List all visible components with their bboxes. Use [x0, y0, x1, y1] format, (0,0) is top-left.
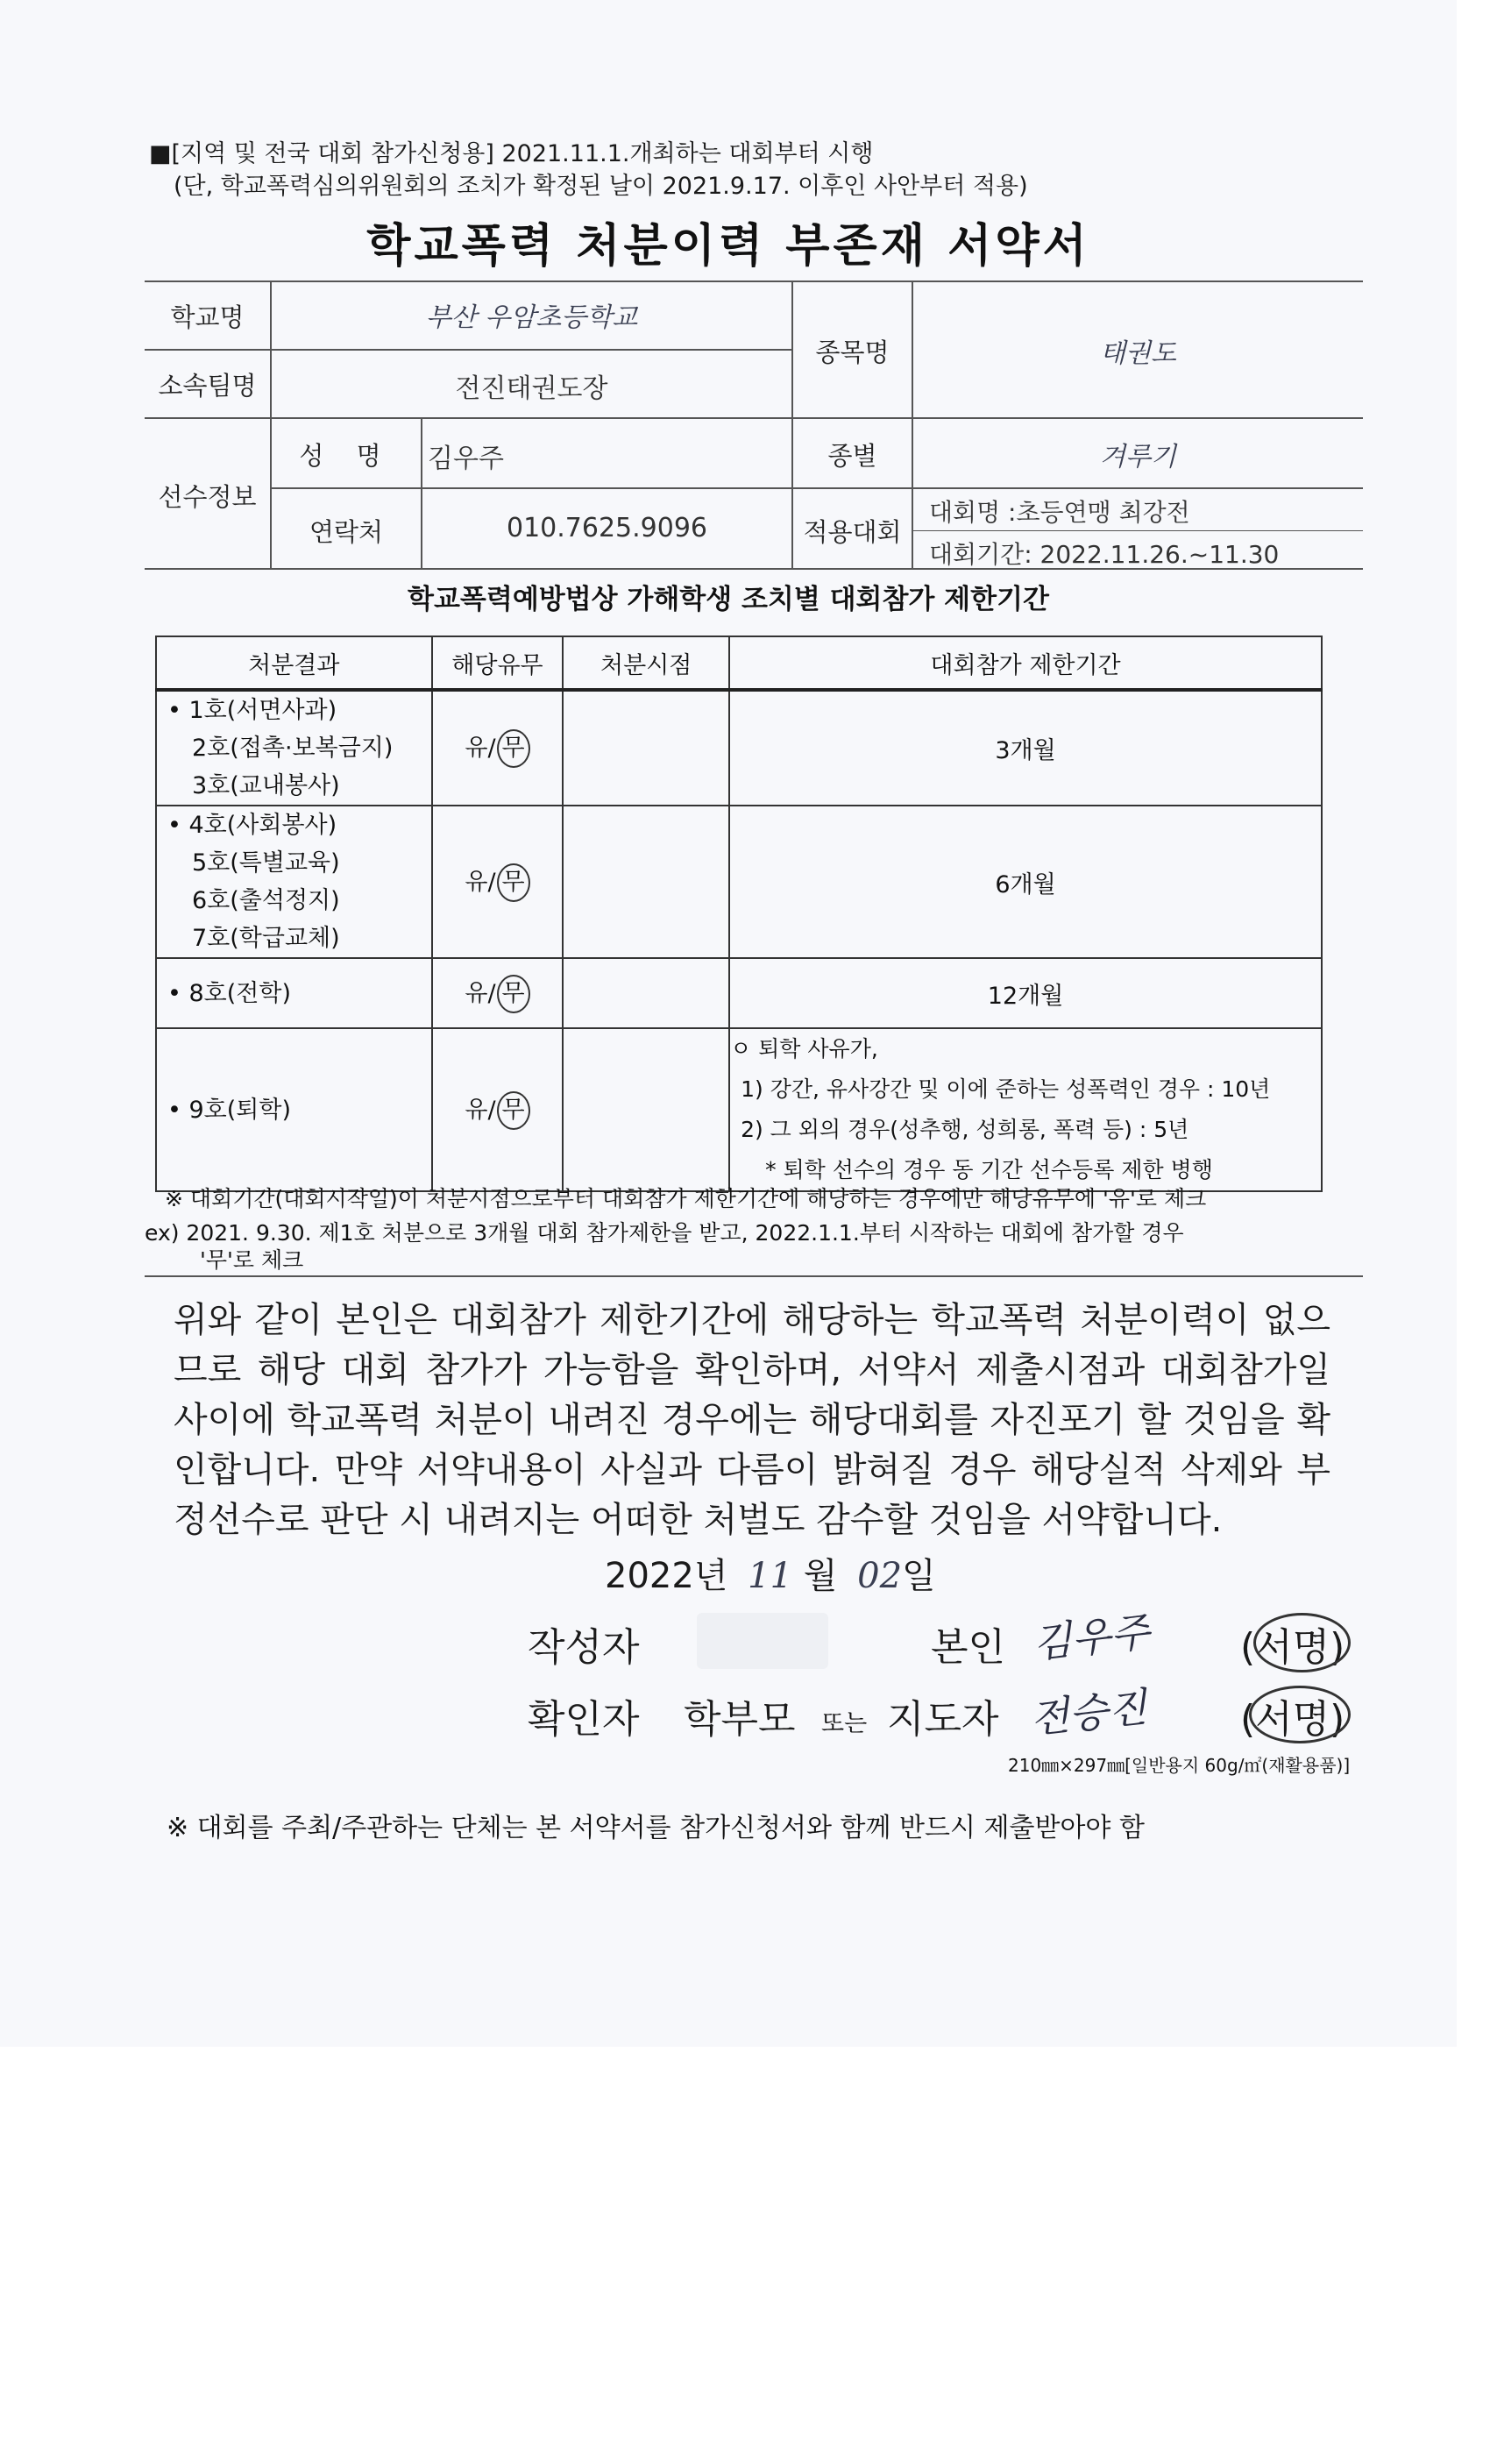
- category-value: 겨루기: [1100, 442, 1176, 472]
- reason-line: 1) 강간, 유사강간 및 이에 준하는 성폭력인 경우 : 10년: [741, 1076, 1271, 1102]
- info-top-border: [145, 280, 1363, 282]
- applicable-cell: [432, 690, 564, 806]
- result-item: 2호(접촉·보복금지): [192, 735, 394, 762]
- applicable-cell: [432, 806, 564, 958]
- seal-2: (서명): [1240, 1697, 1345, 1742]
- seal-1: (서명): [1240, 1625, 1345, 1670]
- reason-line: 2) 그 외의 경우(성추행, 성희롱, 폭력 등) : 5년: [741, 1117, 1189, 1142]
- reason-line: * 퇴학 선수의 경우 동 기간 선수등록 제한 병행: [765, 1157, 1213, 1182]
- table-header-row: [156, 636, 1322, 690]
- document-title: 학교폭력 처분이력 부존재 서약서: [366, 220, 1090, 273]
- team-value: 전진태권도장: [455, 373, 608, 404]
- applied-competition-label: 적용대회: [803, 517, 902, 547]
- period-cell: 3개월: [729, 690, 1322, 806]
- result-item: 5호(특별교육): [192, 849, 340, 877]
- contact-value: 010.7625.9096: [506, 513, 708, 543]
- result-item: 7호(학급교체): [192, 925, 340, 952]
- table-row: [156, 958, 1322, 1028]
- no-option-circled: 무: [497, 975, 530, 1013]
- event-label: 종목명: [815, 337, 890, 367]
- yes-option: 유/: [465, 735, 496, 762]
- seal-1-scribble: [1253, 1613, 1351, 1672]
- note-2: ex) 2021. 9.30. 제1호 처분으로 3개월 대회 참가제한을 받고, 2022.1.1.부터 시작하는 대회에 참가할 경우: [145, 1220, 1184, 1246]
- date-day: 02: [857, 1556, 903, 1596]
- date-year: 2022: [605, 1556, 694, 1596]
- school-value: 부산 우암초등학교: [425, 302, 638, 333]
- category-label: 종별: [827, 441, 877, 471]
- table-row: [156, 806, 1322, 958]
- date-year-label: 년: [693, 1556, 728, 1596]
- header-penalty-date: 처분시점: [563, 636, 729, 690]
- period-cell: 6개월: [729, 806, 1322, 958]
- restriction-subtitle: 학교폭력예방법상 가해학생 조치별 대회참가 제한기간: [408, 584, 1049, 615]
- redaction-mark: [697, 1613, 828, 1669]
- self-label: 본인: [931, 1625, 1006, 1670]
- penalty-date-cell: [563, 1028, 729, 1191]
- result-cell: [156, 690, 432, 806]
- applicable-cell: [432, 958, 564, 1028]
- no-option-circled: 무: [497, 863, 530, 902]
- result-item: • 8호(전학): [167, 979, 291, 1007]
- note-2-continued: '무'로 체크: [200, 1247, 304, 1273]
- yes-option: 유/: [465, 868, 496, 896]
- name-value: 김우주: [428, 444, 504, 474]
- name-label: 성 명: [299, 441, 394, 471]
- info-line: [145, 417, 1363, 419]
- parent-label: 학부모: [684, 1697, 796, 1742]
- notice-line-1: ■[지역 및 전국 대회 참가신청용] 2021.11.1.개최하는 대회부터 시행: [149, 140, 874, 167]
- penalty-date-cell: [563, 958, 729, 1028]
- contact-label: 연락처: [309, 517, 384, 547]
- seal-2-scribble: [1249, 1686, 1351, 1743]
- reason-line: ㅇ 퇴학 사유가,: [730, 1036, 878, 1062]
- info-line: [272, 487, 1363, 489]
- date-month-label: 월: [803, 1556, 838, 1596]
- result-item: 3호(교내봉사): [192, 772, 340, 799]
- result-cell: [156, 1028, 432, 1191]
- penalty-date-cell: [563, 690, 729, 806]
- writer-label: 작성자: [528, 1625, 640, 1670]
- result-item: 6호(출석정지): [192, 887, 340, 914]
- table-row: [156, 1028, 1322, 1191]
- penalty-date-cell: [563, 806, 729, 958]
- info-line: [145, 349, 791, 351]
- info-vline: [421, 417, 422, 568]
- info-line: [912, 530, 1363, 531]
- date-line: [605, 1548, 936, 1598]
- team-label: 소속팀명: [158, 371, 257, 401]
- note-1: ※ 대회기간(대회시작일)이 처분시점으로부터 대회참가 제한기간에 해당하는 경우에만 해당유무에 '유'로 체크: [165, 1186, 1207, 1211]
- notes-divider: [145, 1275, 1363, 1277]
- result-item: • 1호(서면사과): [167, 697, 337, 724]
- competition-name: 대회명 :초등연맹 최강전: [929, 498, 1190, 527]
- coach-signature: 전승진: [1027, 1683, 1150, 1743]
- header-restriction-period: 대회참가 제한기간: [729, 636, 1322, 690]
- no-option-circled: 무: [497, 729, 530, 768]
- expulsion-reason-cell: [729, 1028, 1322, 1191]
- pledge-text: 위와 같이 본인은 대회참가 제한기간에 해당하는 학교폭력 처분이력이 없으므로 해당 대회 참가가 가능함을 확인하며, 서약서 제출시점과 대회참가일 사이에 학교폭력 처분이 내려진 경우에는 해당대회를 자진포기 할 것임을 확인합니다. 만약 서약내용이 사실과 다름이 밝혀질 경우 해당실적 삭제와 부정선수로 판단 시 내려지는 어떠한 처벌도 감수할 것임을 서약합니다.: [174, 1300, 1330, 1540]
- coach-label: 지도자: [887, 1697, 999, 1742]
- header-result: 처분결과: [156, 636, 432, 690]
- player-info-label: 선수정보: [158, 482, 257, 512]
- yes-option: 유/: [465, 979, 496, 1007]
- period-cell: 12개월: [729, 958, 1322, 1028]
- result-item: • 9호(퇴학): [167, 1096, 291, 1124]
- yes-option: 유/: [465, 1096, 496, 1124]
- notice-line-2: (단, 학교폭력심의위원회의 조치가 확정된 날이 2021.9.17. 이후인 사안부터 적용): [174, 173, 1028, 200]
- school-label: 학교명: [170, 302, 245, 332]
- footer-note: ※ 대회를 주최/주관하는 단체는 본 서약서를 참가신청서와 함께 반드시 제출받아야 함: [167, 1813, 1145, 1843]
- table-row: [156, 690, 1322, 806]
- applicable-cell: [432, 1028, 564, 1191]
- no-option-circled: 무: [497, 1091, 530, 1130]
- date-day-label: 일: [902, 1556, 936, 1596]
- event-value: 태권도: [1100, 338, 1176, 369]
- result-cell: [156, 958, 432, 1028]
- header-applicable: 해당유무: [432, 636, 564, 690]
- result-cell: [156, 806, 432, 958]
- self-signature: 김우주: [1030, 1608, 1153, 1667]
- or-label: 또는: [821, 1710, 868, 1737]
- result-item: • 4호(사회봉사): [167, 812, 337, 839]
- info-vline: [912, 280, 913, 568]
- competition-period: 대회기간: 2022.11.26.~11.30: [929, 540, 1280, 569]
- confirmer-label: 확인자: [528, 1697, 640, 1742]
- paper-spec: 210㎜×297㎜[일반용지 60g/㎡(재활용품)]: [1008, 1755, 1351, 1776]
- penalty-table: [155, 636, 1323, 1192]
- date-month: 11: [748, 1556, 793, 1596]
